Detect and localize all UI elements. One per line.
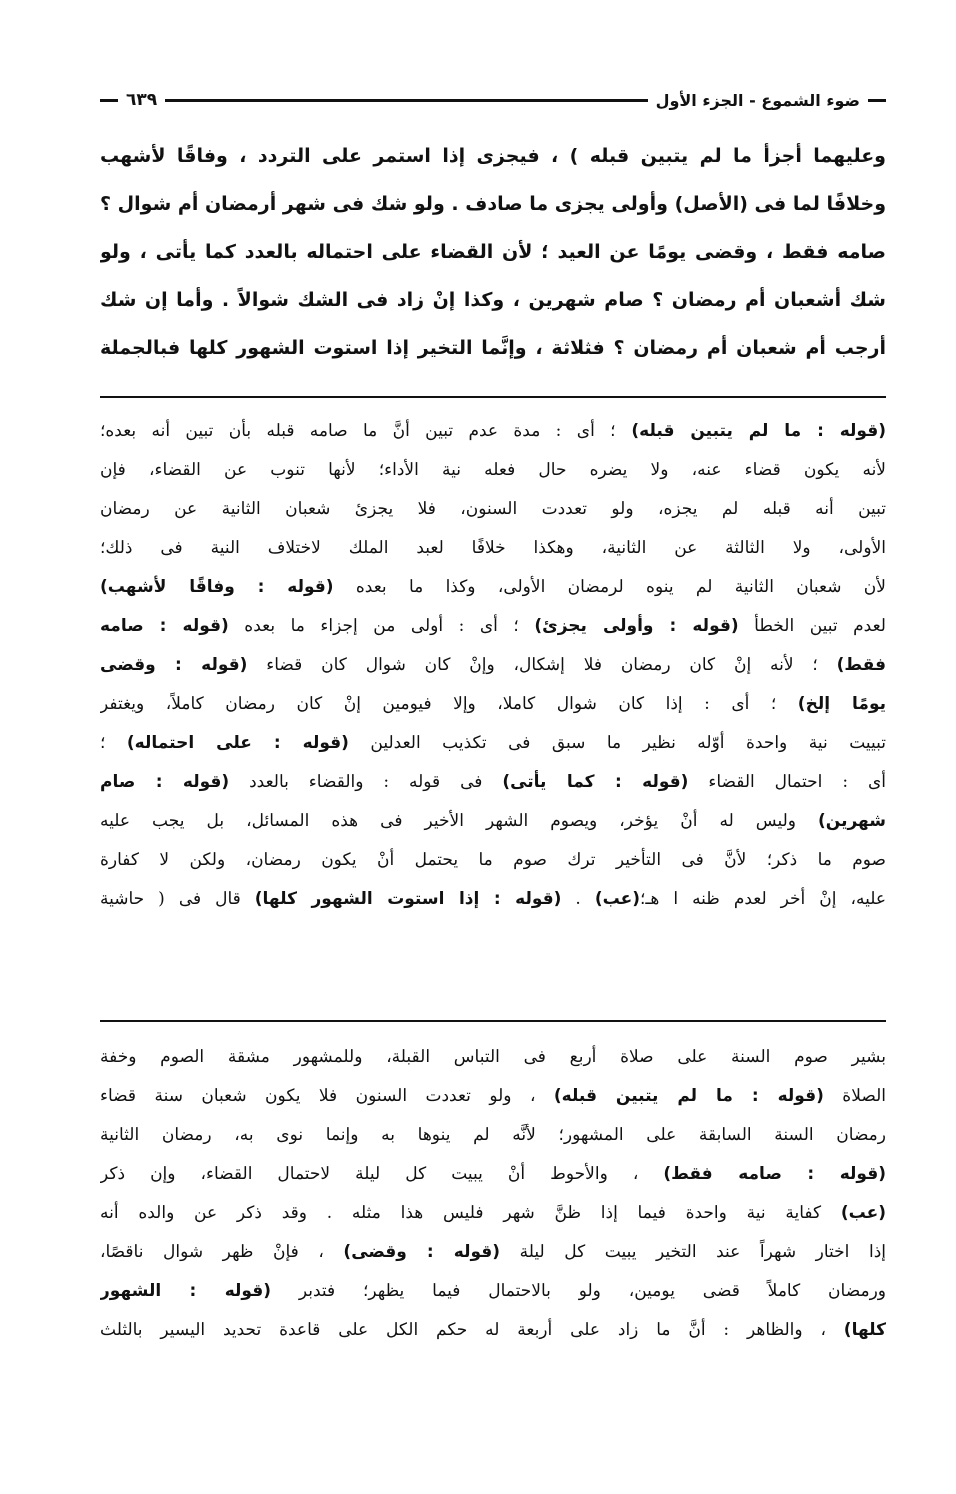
main-text-line: وخلافًا لما فى (الأصل) وأولى يجزى ما صادف . ولو شك فى شهر أرمضان أم شوال ؟	[100, 193, 886, 215]
text-segment: ، والأحوط أنْ يبيت كل ليلة لاحتمال القضاء، وإن ذكر	[100, 1164, 664, 1184]
text-segment: صوم ما ذكر؛ لأنَّ فى التأخير ترك صوم ما يحتمل أنْ يكون رمضان، ولكن لا كفارة	[100, 850, 886, 870]
quoted-phrase: (قوله : صامه	[100, 616, 229, 636]
header-dash	[868, 99, 886, 102]
footnote-text	[100, 1038, 886, 1350]
footnote-line	[100, 1233, 886, 1272]
quoted-phrase: (قوله : وفاقًا لأشهب)	[100, 577, 334, 597]
main-text-line: شك أشعبان أم رمضان ؟ صام شهرين ، وكذا إنْ زاد فى الشك شوالاً . وأما إن شك	[100, 289, 886, 311]
commentary-line	[100, 646, 886, 685]
header-rule	[165, 99, 647, 102]
text-segment: وليس له أنْ يؤخر، ويصوم الشهر الأخير فى هذه المسائل، بل يجب عليه	[100, 811, 819, 831]
text-segment: ، والظاهر : أنَّ ما زاد على أربعة له حكم الكل على قاعدة تحديد اليسير بالثلث	[100, 1320, 844, 1340]
footnote-line	[100, 1038, 886, 1077]
commentary-line	[100, 841, 886, 880]
text-segment: تبين أنه قبله لم يجزه، ولو تعددت السنون، فلا يجزئ شعبان الثانية عن رمضان	[100, 499, 886, 519]
running-header	[100, 82, 886, 118]
text-segment: بشير صوم السنة على صلاة أربع فى التباس القبلة، وللمشهور مشقة الصوم وخفة	[100, 1047, 886, 1067]
quoted-phrase: (قوله : إذا استوت الشهور كلها)	[254, 889, 562, 909]
footnote-line	[100, 1116, 886, 1155]
page-number: ٦٣٩	[126, 90, 158, 110]
commentary-line	[100, 724, 886, 763]
quoted-phrase: (عب)	[594, 889, 640, 909]
commentary-line	[100, 685, 886, 724]
commentary-line	[100, 880, 886, 919]
footnote-line	[100, 1077, 886, 1116]
commentary-line	[100, 607, 886, 646]
text-segment: فى قوله : والقضاء بالعدد	[229, 772, 503, 792]
text-segment: لأن شعبان الثانية لم ينوه لرمضان الأولى، وكذا ما بعده	[333, 577, 886, 597]
text-segment: .	[561, 889, 595, 909]
text-segment: لأنه يكون قضاء عنه، ولا يضره حال فعله نية الأداء؛ لأنها تنوب عن القضاء، فإن	[100, 460, 886, 480]
commentary-text	[100, 412, 886, 919]
text-segment: الصلاة	[823, 1086, 886, 1106]
commentary-line	[100, 529, 886, 568]
text-segment: ؛ أى : إذا كان شوال كاملا، وإلا فيومين إنْ كان رمضان كاملاً، ويغتفر	[100, 694, 798, 714]
quoted-phrase: (قوله : ما لم يتبين قبله)	[615, 421, 886, 441]
quoted-phrase: (قوله : على احتماله)	[126, 733, 349, 753]
text-segment: تبييت نية واحدة أوّله نظير ما سبق فى تكذيب العدلين	[348, 733, 886, 753]
commentary-line	[100, 568, 886, 607]
commentary-line	[100, 763, 886, 802]
text-segment: ؛ أى : أولى من إجزاء ما بعده	[228, 616, 535, 636]
footnote-line	[100, 1311, 886, 1350]
quoted-phrase: فقط)	[836, 655, 886, 675]
text-segment: رمضان السنة السابقة على المشهور؛ لأنَّه لم ينوها به وإنما نوى به، رمضان الثانية	[100, 1125, 886, 1145]
quoted-phrase: (قوله : صامه فقط)	[663, 1164, 886, 1184]
main-text-line: صامه فقط ، وقضى يومًا عن العيد ؛ لأن القضاء على احتماله بالعدد كما يأتى ، ولو	[100, 241, 886, 263]
quoted-phrase: (قوله : وقضى	[100, 655, 248, 675]
text-segment: إذا اختار شهراً عند التخير يبيت كل ليلة	[500, 1242, 886, 1262]
quoted-phrase: (عب)	[840, 1203, 886, 1223]
commentary-line	[100, 451, 886, 490]
quoted-phrase: كلها)	[843, 1320, 886, 1340]
text-segment: كفاية نية واحدة فيما إذا ظنَّ شهر فليس هذا مثله . وقد ذكر عن والده أنه	[100, 1203, 841, 1223]
commentary-line	[100, 412, 886, 451]
text-segment: لعدم تبين الخطأ	[738, 616, 886, 636]
main-text-line: وعليهما أجزأ ما لم يتبين قبله ) ، فيجزى إذا استمر على التردد ، وفاقًا لأشهب	[100, 145, 886, 167]
text-segment: ؛	[100, 733, 127, 753]
footnote-line	[100, 1155, 886, 1194]
quoted-phrase: (قوله : ما لم يتبين قبله)	[553, 1086, 824, 1106]
quoted-phrase: يومًا إلخ)	[797, 694, 886, 714]
section-divider	[100, 1020, 886, 1022]
quoted-phrase: (قوله : وأولى يجزئ)	[534, 616, 739, 636]
section-divider	[100, 396, 886, 398]
commentary-line	[100, 490, 886, 529]
text-segment: أى : احتمال القضاء	[688, 772, 886, 792]
text-segment: ، ولو تعددت السنون فلا يكون شعبان سنة قضاء	[100, 1086, 554, 1106]
footnote-line	[100, 1272, 886, 1311]
main-text-line: أرجب أم شعبان أم رمضان ؟ فثلاثة ، وإنَّما التخير إذا استوت الشهور كلها فبالجملة	[100, 337, 886, 359]
text-segment: ، فإنْ ظهر شوال ناقصًا،	[100, 1242, 344, 1262]
text-segment: ؛ أى : مدة عدم تبين أنَّ ما صامه قبله بأن تبين أنه بعده؛	[100, 421, 616, 441]
header-title: ضوء الشموع - الجزء الأول	[655, 90, 860, 110]
quoted-phrase: (قوله : وقضى)	[343, 1242, 501, 1262]
quoted-phrase: شهرين)	[818, 811, 886, 831]
text-segment: الأولى، ولا الثالثة عن الثانية، وهكذا خلافًا لعبد الملك لاختلاف النية فى ذلك؛	[100, 538, 886, 558]
commentary-line	[100, 802, 886, 841]
quoted-phrase: (قوله : كما يأتى)	[502, 772, 689, 792]
text-segment: ؛ لأنه إنْ كان رمضان فلا إشكال، وإنْ كان شوال كان قضاء	[247, 655, 837, 675]
text-segment: ورمضان كاملاً قضى يومين، ولو بالاحتمال فيما يظهر؛ فتدبر	[270, 1281, 886, 1301]
quoted-phrase: (قوله : الشهور	[100, 1281, 271, 1301]
main-text	[100, 132, 886, 372]
header-dash	[100, 99, 118, 102]
footnote-line	[100, 1194, 886, 1233]
quoted-phrase: (قوله : صام	[100, 772, 230, 792]
text-segment: قال فى ( حاشية	[100, 889, 255, 909]
text-segment: عليه، إنْ أخر لعدم ظنه ا هـ؛	[639, 889, 886, 909]
